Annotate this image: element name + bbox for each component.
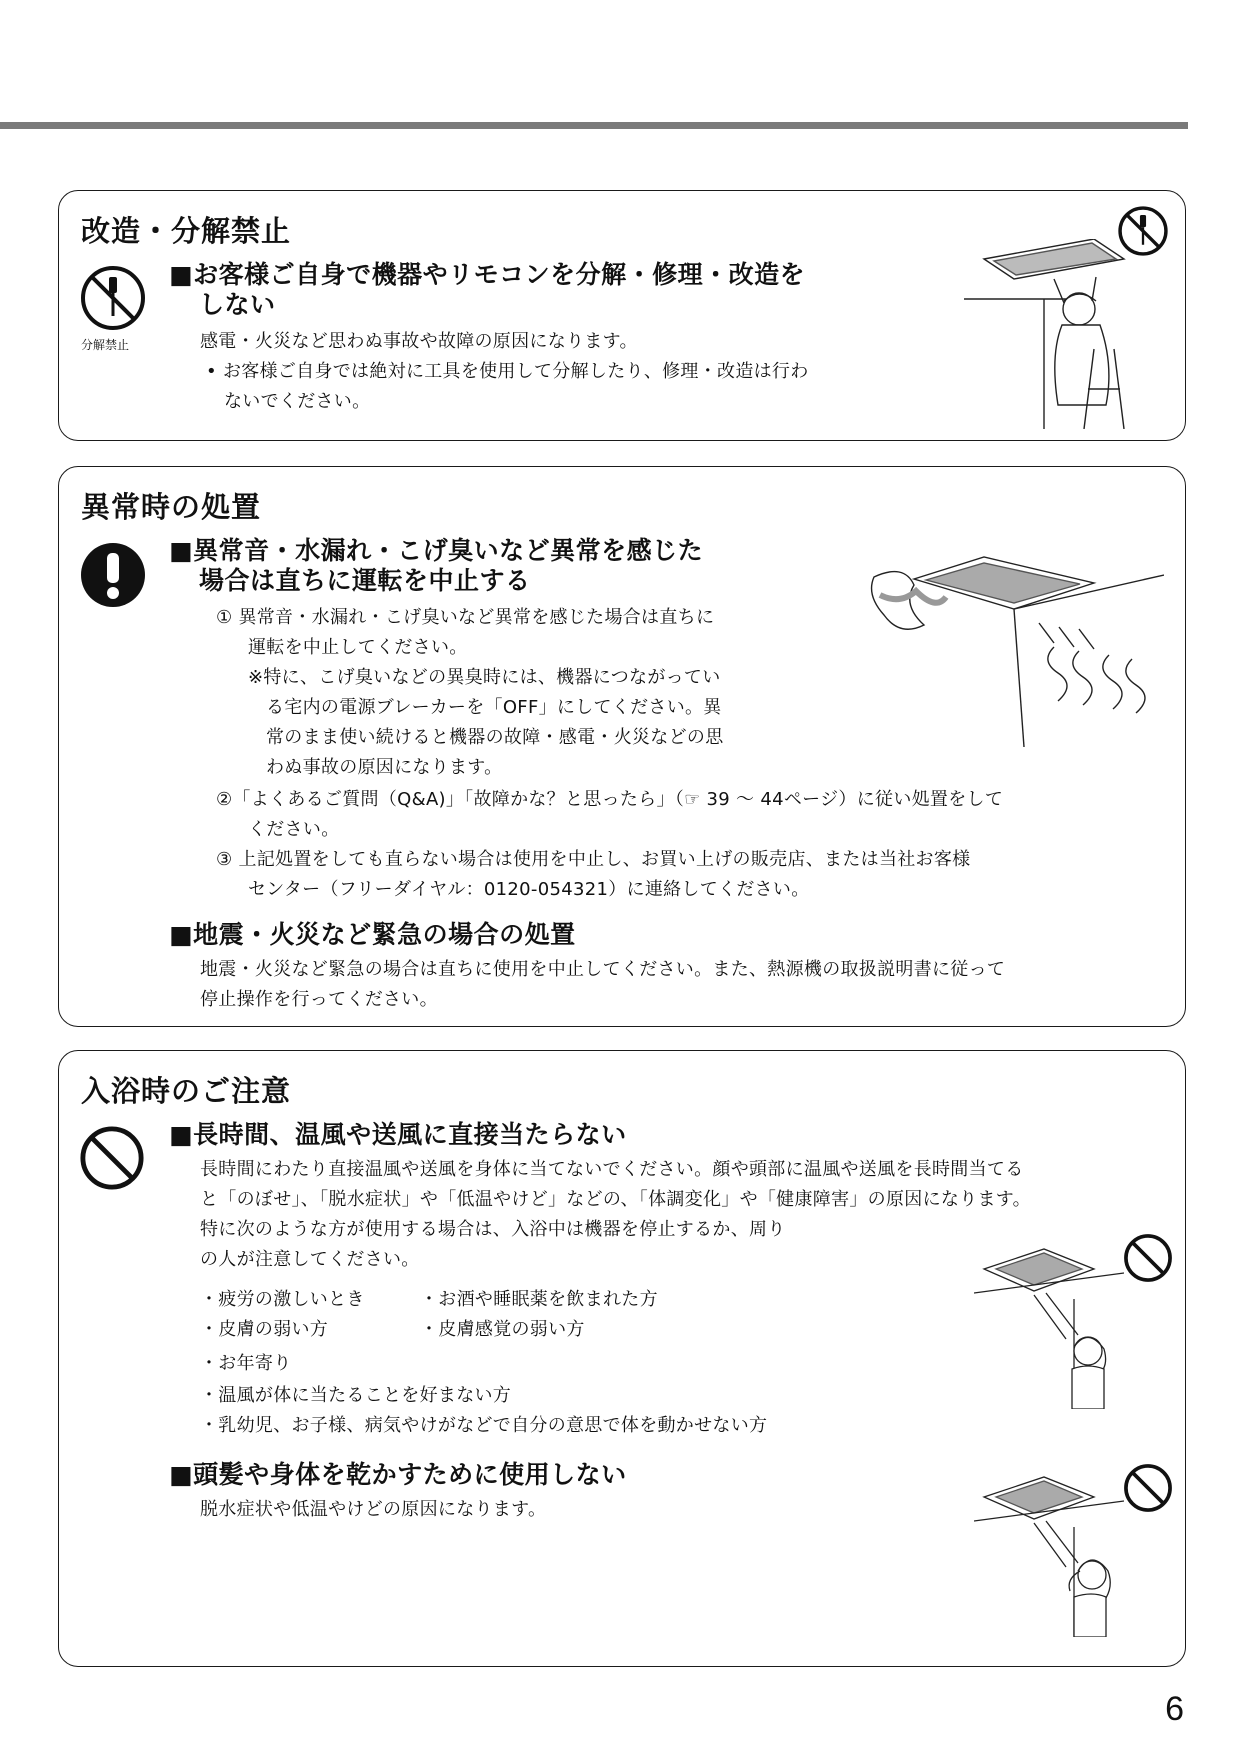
list-item: ・疲労の激しいとき bbox=[200, 1289, 365, 1310]
section-bathing-caution bbox=[58, 1050, 1186, 1667]
risk-list-col-1 bbox=[200, 1285, 365, 1345]
man-on-ladder-illustration bbox=[964, 239, 1179, 429]
list-item: ・お年寄り bbox=[200, 1353, 292, 1374]
item-3: ③ 上記処置をしても直らない場合は使用を中止し、お買い上げの販売店、または当社お客様 センター（フリーダイヤル：0120-054321）に連絡してください。 bbox=[216, 849, 971, 900]
no-drying-text: 脱水症状や低温やけどの原因になります。 bbox=[200, 1499, 547, 1520]
section-title: 入浴時のご注意 bbox=[81, 1074, 292, 1108]
section-title: 異常時の処置 bbox=[81, 490, 262, 524]
top-rule bbox=[0, 122, 1188, 129]
item-2: ②「よくあるご質問（Q&A)」「故障かな？と思ったら」（☞ 39 ～ 44ページ）に従い処置をして ください。 bbox=[216, 789, 1004, 840]
list-item: ・皮膚の弱い方 bbox=[200, 1319, 329, 1340]
note: ※特に、こげ臭いなどの異臭時には、機器につながってい る宅内の電源ブレーカーを「OFF」にしてください。異 常のまま使い続けると機器の故障・感電・火災などの思 わぬ事故の原因になります。 bbox=[248, 667, 724, 778]
body-text: 感電・火災など思わぬ事故や故障の原因になります。 • お客様ご自身では絶対に工具を使用して分解したり、修理・改造は行わ ないでください。 bbox=[200, 331, 809, 412]
prohibition-icon bbox=[1123, 1463, 1173, 1513]
heading-direct-air: ■長時間、温風や送風に直接当たらない bbox=[169, 1120, 627, 1149]
prohibition-icon bbox=[1123, 1233, 1173, 1283]
heading-no-drying: ■頭髪や身体を乾かすために使用しない bbox=[169, 1460, 627, 1489]
heading-stop-operation: ■異常音・水漏れ・こげ臭いなど異常を感じた 場合は直ちに運転を中止する bbox=[169, 536, 704, 595]
item-1: ① 異常音・水漏れ・こげ臭いなど異常を感じた場合は直ちに 運転を中止してください。 bbox=[216, 607, 715, 658]
list-item: ・皮膚感覚の弱い方 bbox=[420, 1319, 585, 1340]
heading-emergency: ■地震・火災など緊急の場合の処置 bbox=[169, 920, 576, 949]
direct-air-text: 長時間にわたり直接温風や送風を身体に当てないでください。顔や頭部に温風や送風を長時間当てる と「のぼせ」、「脱水症状」や「低温やけど」などの、「体調変化」や「健康障害」の原因になります。 特に次のような方が使用する場合は、入浴中は機器を停止するか、周り の人が注意してください。 bbox=[200, 1159, 1031, 1270]
emergency-text: 地震・火災など緊急の場合は直ちに使用を中止してください。また、熱源機の取扱説明書に従って 停止操作を行ってください。 bbox=[200, 959, 1006, 1010]
list-item: ・乳幼児、お子様、病気やけがなどで自分の意思で体を動かせない方 bbox=[200, 1415, 768, 1436]
list-item: ・温風が体に当たることを好まない方 bbox=[200, 1385, 512, 1406]
hair-drying-illustration bbox=[974, 1467, 1124, 1637]
section-title: 改造・分解禁止 bbox=[81, 214, 292, 248]
caution-exclamation-icon bbox=[79, 541, 147, 609]
heading: ■お客様ご自身で機器やリモコンを分解・修理・改造を しない bbox=[169, 260, 806, 319]
page-number: 6 bbox=[1165, 1690, 1184, 1728]
section-no-modification bbox=[58, 190, 1186, 441]
disassembly-prohibited-icon bbox=[79, 264, 147, 332]
section-abnormal-response bbox=[58, 466, 1186, 1027]
bather-under-airflow-illustration bbox=[974, 1239, 1124, 1409]
list-item: ・お酒や睡眠薬を飲まれた方 bbox=[420, 1289, 658, 1310]
risk-list-col-2 bbox=[420, 1285, 658, 1345]
symbol-label: 分解禁止 bbox=[81, 338, 130, 352]
prohibition-icon bbox=[79, 1125, 145, 1191]
abnormal-unit-illustration bbox=[864, 547, 1164, 747]
risk-list-rest bbox=[200, 1349, 767, 1441]
